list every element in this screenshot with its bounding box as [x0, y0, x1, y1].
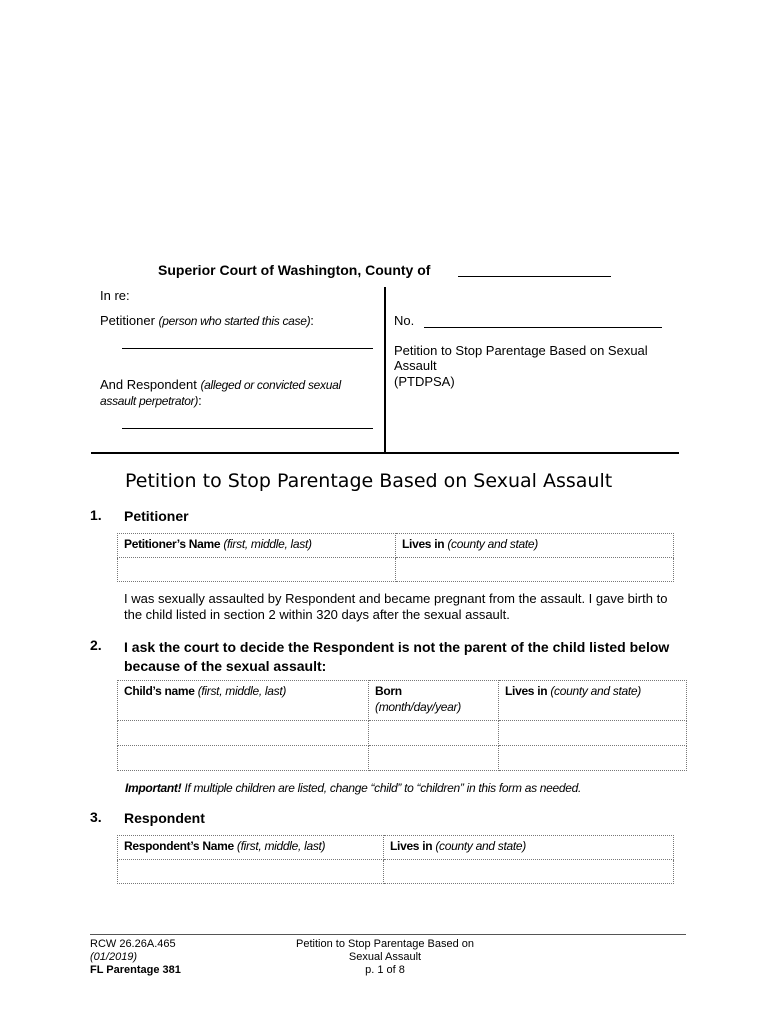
petitioner-caption-label: Petitioner (person who started this case): [100, 313, 314, 328]
petitioner-name-header: Petitioner’s Name (first, middle, last) [118, 534, 396, 558]
case-number-blank[interactable] [424, 327, 662, 328]
child-born-header: Born (month/day/year) [369, 681, 499, 721]
section1-heading: Petitioner [124, 508, 189, 524]
section2-number: 2. [90, 637, 102, 653]
child-born-cell[interactable] [369, 746, 499, 771]
petitioner-lives-in-header: Lives in (county and state) [396, 534, 674, 558]
footer-title-line2: Sexual Assault [348, 951, 422, 963]
caption-doc-code: (PTDPSA) [394, 374, 455, 389]
important-note: Important! If multiple children are listed, change “child” to “children” in this form as needed. [125, 781, 582, 795]
footer-page: p. 1 of 8 [365, 964, 405, 976]
caption-doc-title: Petition to Stop Parentage Based on Sexual Assault [394, 343, 648, 373]
child-table [117, 680, 687, 771]
respondent-table [117, 835, 674, 884]
caption-bottom-rule [91, 452, 679, 454]
respondent-caption-note: (alleged or convicted sexual assault perpetrator) [100, 378, 341, 408]
child-name-header: Child’s name (first, middle, last) [118, 681, 369, 721]
child-name-cell[interactable] [118, 721, 369, 746]
section2-heading: I ask the court to decide the Respondent is not the parent of the child listed below because of the sexual assault: [124, 639, 670, 674]
footer-rcw: RCW 26.26A.465 [90, 938, 176, 950]
petitioner-caption-note: (person who started this case) [158, 314, 311, 328]
in-re-label: In re: [100, 288, 130, 303]
footer-rule [90, 934, 686, 935]
petitioner-name-cell[interactable] [118, 558, 396, 582]
child-name-cell[interactable] [118, 746, 369, 771]
section1-number: 1. [90, 507, 102, 523]
petitioner-table [117, 533, 674, 582]
court-title: Superior Court of Washington, County of [158, 262, 431, 278]
respondent-name-header: Respondent’s Name (first, middle, last) [118, 836, 384, 860]
respondent-lives-in-cell[interactable] [384, 860, 674, 884]
child-lives-in-cell[interactable] [499, 746, 687, 771]
petitioner-name-blank[interactable] [122, 348, 373, 349]
child-lives-in-header: Lives in (county and state) [499, 681, 687, 721]
section3-number: 3. [90, 809, 102, 825]
page-title: Petition to Stop Parentage Based on Sexual Assault [125, 470, 613, 492]
footer-title-line1: Petition to Stop Parentage Based on [296, 938, 474, 950]
footer-form-id: FL Parentage 381 [90, 964, 181, 976]
case-no-label: No. [394, 313, 415, 328]
respondent-name-cell[interactable] [118, 860, 384, 884]
respondent-lives-in-header: Lives in (county and state) [384, 836, 674, 860]
footer-left [90, 938, 181, 977]
section3-heading: Respondent [124, 810, 205, 826]
footer-center [270, 938, 500, 977]
petitioner-lives-in-cell[interactable] [396, 558, 674, 582]
county-blank[interactable] [458, 276, 611, 277]
footer-date: (01/2019) [90, 951, 138, 963]
caption-divider [384, 287, 386, 453]
section1-statement: I was sexually assaulted by Respondent and became pregnant from the assault. I gave birth to the child listed in section 2 within 320 days after the sexual assault. [124, 591, 668, 622]
child-lives-in-cell[interactable] [499, 721, 687, 746]
respondent-caption-label: And Respondent (alleged or convicted sexual assault perpetrator): [100, 377, 341, 408]
respondent-name-blank[interactable] [122, 428, 373, 429]
child-born-cell[interactable] [369, 721, 499, 746]
